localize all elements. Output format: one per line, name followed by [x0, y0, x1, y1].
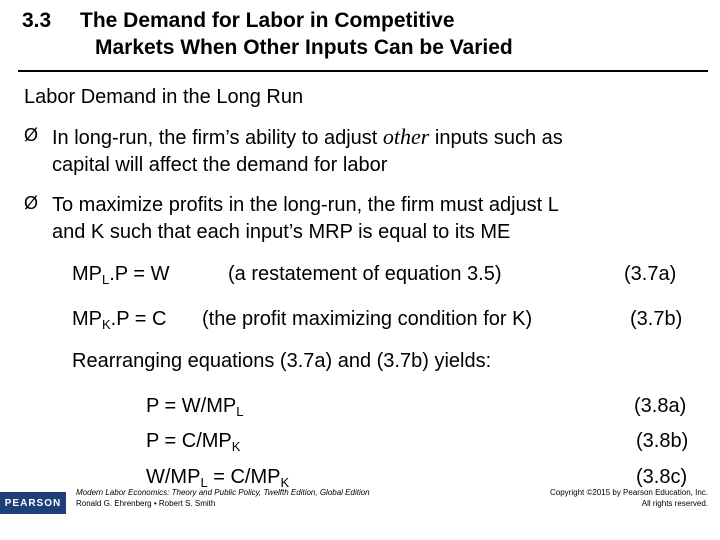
title-divider: [18, 70, 708, 72]
eq-3-8c-sub2: K: [280, 475, 290, 490]
equation-3-8a: [146, 395, 243, 418]
pearson-logo: PEARSON: [0, 492, 66, 514]
rearranging-text: Rearranging equations (3.7a) and (3.7b) yields:: [72, 350, 492, 372]
bullet-arrow-icon: Ø: [24, 193, 39, 213]
equation-3-7b-number: (3.7b): [630, 308, 683, 330]
footer-book-title: Modern Labor Economics: Theory and Public Policy, Twelfth Edition, Global Edition: [76, 488, 370, 497]
bullet-arrow-icon: Ø: [24, 125, 39, 145]
bullet-1-line1: [52, 124, 563, 151]
eq-3-8c-post: = C/MP: [207, 466, 281, 488]
section-number: 3.3: [22, 9, 52, 32]
bullet-1-line2: capital will affect the demand for labor: [52, 154, 388, 176]
eq-3-8a-sub: L: [236, 404, 244, 419]
equation-3-7a: [72, 263, 169, 286]
bullet-2-line1: To maximize profits in the long-run, the firm must adjust L: [52, 194, 559, 216]
eq-3-7b-lhs: MP: [72, 308, 102, 330]
bullet-2-line2: and K such that each input’s MRP is equal to its ME: [52, 221, 511, 243]
footer-copyright: Copyright ©2015 by Pearson Education, Inc.: [550, 488, 708, 497]
slide-title-line2: Markets When Other Inputs Can be Varied: [95, 36, 513, 59]
equation-3-7a-note: (a restatement of equation 3.5): [228, 263, 502, 285]
slide-subtitle: Labor Demand in the Long Run: [24, 86, 304, 108]
eq-3-7a-sub: L: [102, 272, 110, 287]
slide-title-line1: The Demand for Labor in Competitive: [80, 9, 455, 32]
equation-3-8a-number: (3.8a): [634, 395, 687, 417]
equation-3-7b: [72, 308, 166, 331]
bullet-1-text-b: inputs such as: [429, 127, 563, 149]
equation-3-8b-number: (3.8b): [636, 430, 689, 452]
footer-authors: Ronald G. Ehrenberg • Robert S. Smith: [76, 499, 216, 508]
equation-3-8c: [146, 466, 289, 489]
eq-3-8a-pre: P = W/MP: [146, 395, 237, 417]
eq-3-8c-sub1: L: [200, 475, 208, 490]
eq-3-7b-sub: K: [102, 317, 111, 332]
eq-3-7a-lhs: MP: [72, 263, 102, 285]
bullet-1-text-a: In long-run, the firm’s ability to adjust: [52, 127, 383, 149]
eq-3-7a-rhs: .P = W: [109, 263, 170, 285]
eq-3-8b-sub: K: [231, 439, 241, 454]
equation-3-7b-note: (the profit maximizing condition for K): [202, 308, 533, 330]
equation-3-8b: [146, 430, 240, 453]
eq-3-8c-pre: W/MP: [146, 466, 201, 488]
eq-3-7b-rhs: .P = C: [110, 308, 167, 330]
footer-rights: All rights reserved.: [641, 499, 708, 508]
equation-3-7a-number: (3.7a): [624, 263, 677, 285]
equation-3-8c-number: (3.8c): [636, 466, 688, 488]
eq-3-8b-pre: P = C/MP: [146, 430, 232, 452]
bullet-1-emphasis: other: [382, 124, 430, 149]
